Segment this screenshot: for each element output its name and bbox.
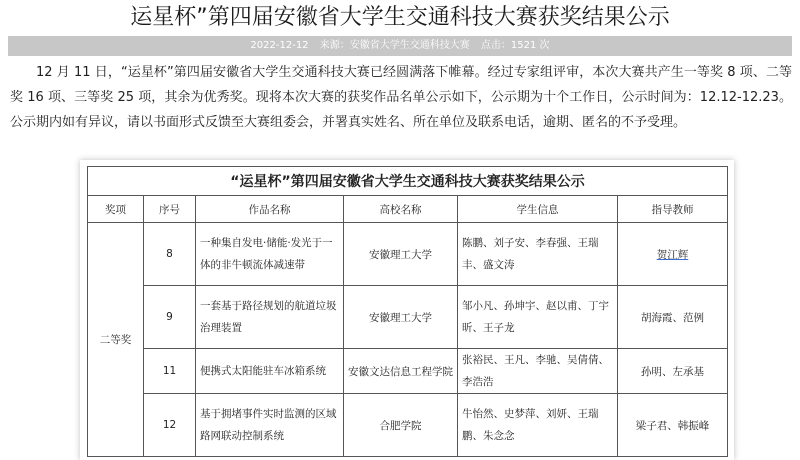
- award-level: 二等奖: [88, 223, 144, 457]
- header-school: 高校名称: [344, 196, 458, 223]
- work-title: 便携式太阳能驻车冰箱系统: [196, 349, 344, 394]
- row-number: 9: [144, 286, 196, 349]
- student-info: 牛怡然、史梦萍、刘妍、王瑞鹏、朱念念: [458, 394, 618, 457]
- advisor-name: 孙明、左承基: [618, 349, 728, 394]
- article-body: 12 月 11 日，“运星杯”第四届安徽省大学生交通科技大赛已经圆满落下帷幕。经过专家组评审，本次大赛共产生一等奖 8 项、二等奖 16 项、三等奖 25 项，其余为优秀奖。现将本次大赛的获奖作品名单公示如下，公示期为十个工作日，公示时间为：12.12-12.23。公示期内如有异议，请以书面形式反馈至大赛组委会，并署真实姓名、所在单位及联系电话，逾期、匿名的不予受理。: [10, 65, 792, 130]
- results-table: [87, 166, 728, 457]
- header-advisor: 指导教师: [618, 196, 728, 223]
- page-title: 运星杯”第四届安徽省大学生交通科技大赛获奖结果公示: [130, 5, 670, 30]
- student-info: 张裕民、王凡、李驰、吴倩倩、李浩浩: [458, 349, 618, 394]
- row-number: 8: [144, 223, 196, 286]
- table-title: “运星杯”第四届安徽省大学生交通科技大赛获奖结果公示: [88, 167, 728, 196]
- table-row: [88, 349, 728, 394]
- row-number: 11: [144, 349, 196, 394]
- header-students: 学生信息: [458, 196, 618, 223]
- view-count: 点击：1521 次: [480, 40, 550, 51]
- work-title: 基于拥堵事件实时监测的区域路网联动控制系统: [196, 394, 344, 457]
- advisor-name: 梁子君、韩振峰: [618, 394, 728, 457]
- header-award: 奖项: [88, 196, 144, 223]
- advisor-name: 胡海霞、范例: [618, 286, 728, 349]
- school-name: 安徽理工大学: [344, 286, 458, 349]
- advisor-name: [618, 223, 728, 286]
- table-row: [88, 394, 728, 457]
- advisor-name-text: 贺江辉: [656, 248, 689, 261]
- publish-date: 2022-12-12: [250, 40, 309, 51]
- table-row: [88, 286, 728, 349]
- school-name: 安徽理工大学: [344, 223, 458, 286]
- article-source: 来源：安徽省大学生交通科技大赛: [319, 40, 470, 51]
- work-title: 一套基于路径规划的航道垃圾治理装置: [196, 286, 344, 349]
- header-number: 序号: [144, 196, 196, 223]
- student-info: 邹小凡、孙坤宇、赵以甫、丁宇昕、王子龙: [458, 286, 618, 349]
- header-work: 作品名称: [196, 196, 344, 223]
- results-table-container: [80, 160, 734, 460]
- row-number: 12: [144, 394, 196, 457]
- school-name: 合肥学院: [344, 394, 458, 457]
- work-title: 一种集自发电·储能·发光于一体的非牛顿流体减速带: [196, 223, 344, 286]
- school-name: 安徽文达信息工程学院: [344, 349, 458, 394]
- article-meta-bar: [8, 36, 792, 56]
- student-info: 陈鹏、刘子安、李春强、王瑞丰、盛文涛: [458, 223, 618, 286]
- table-row: [88, 223, 728, 286]
